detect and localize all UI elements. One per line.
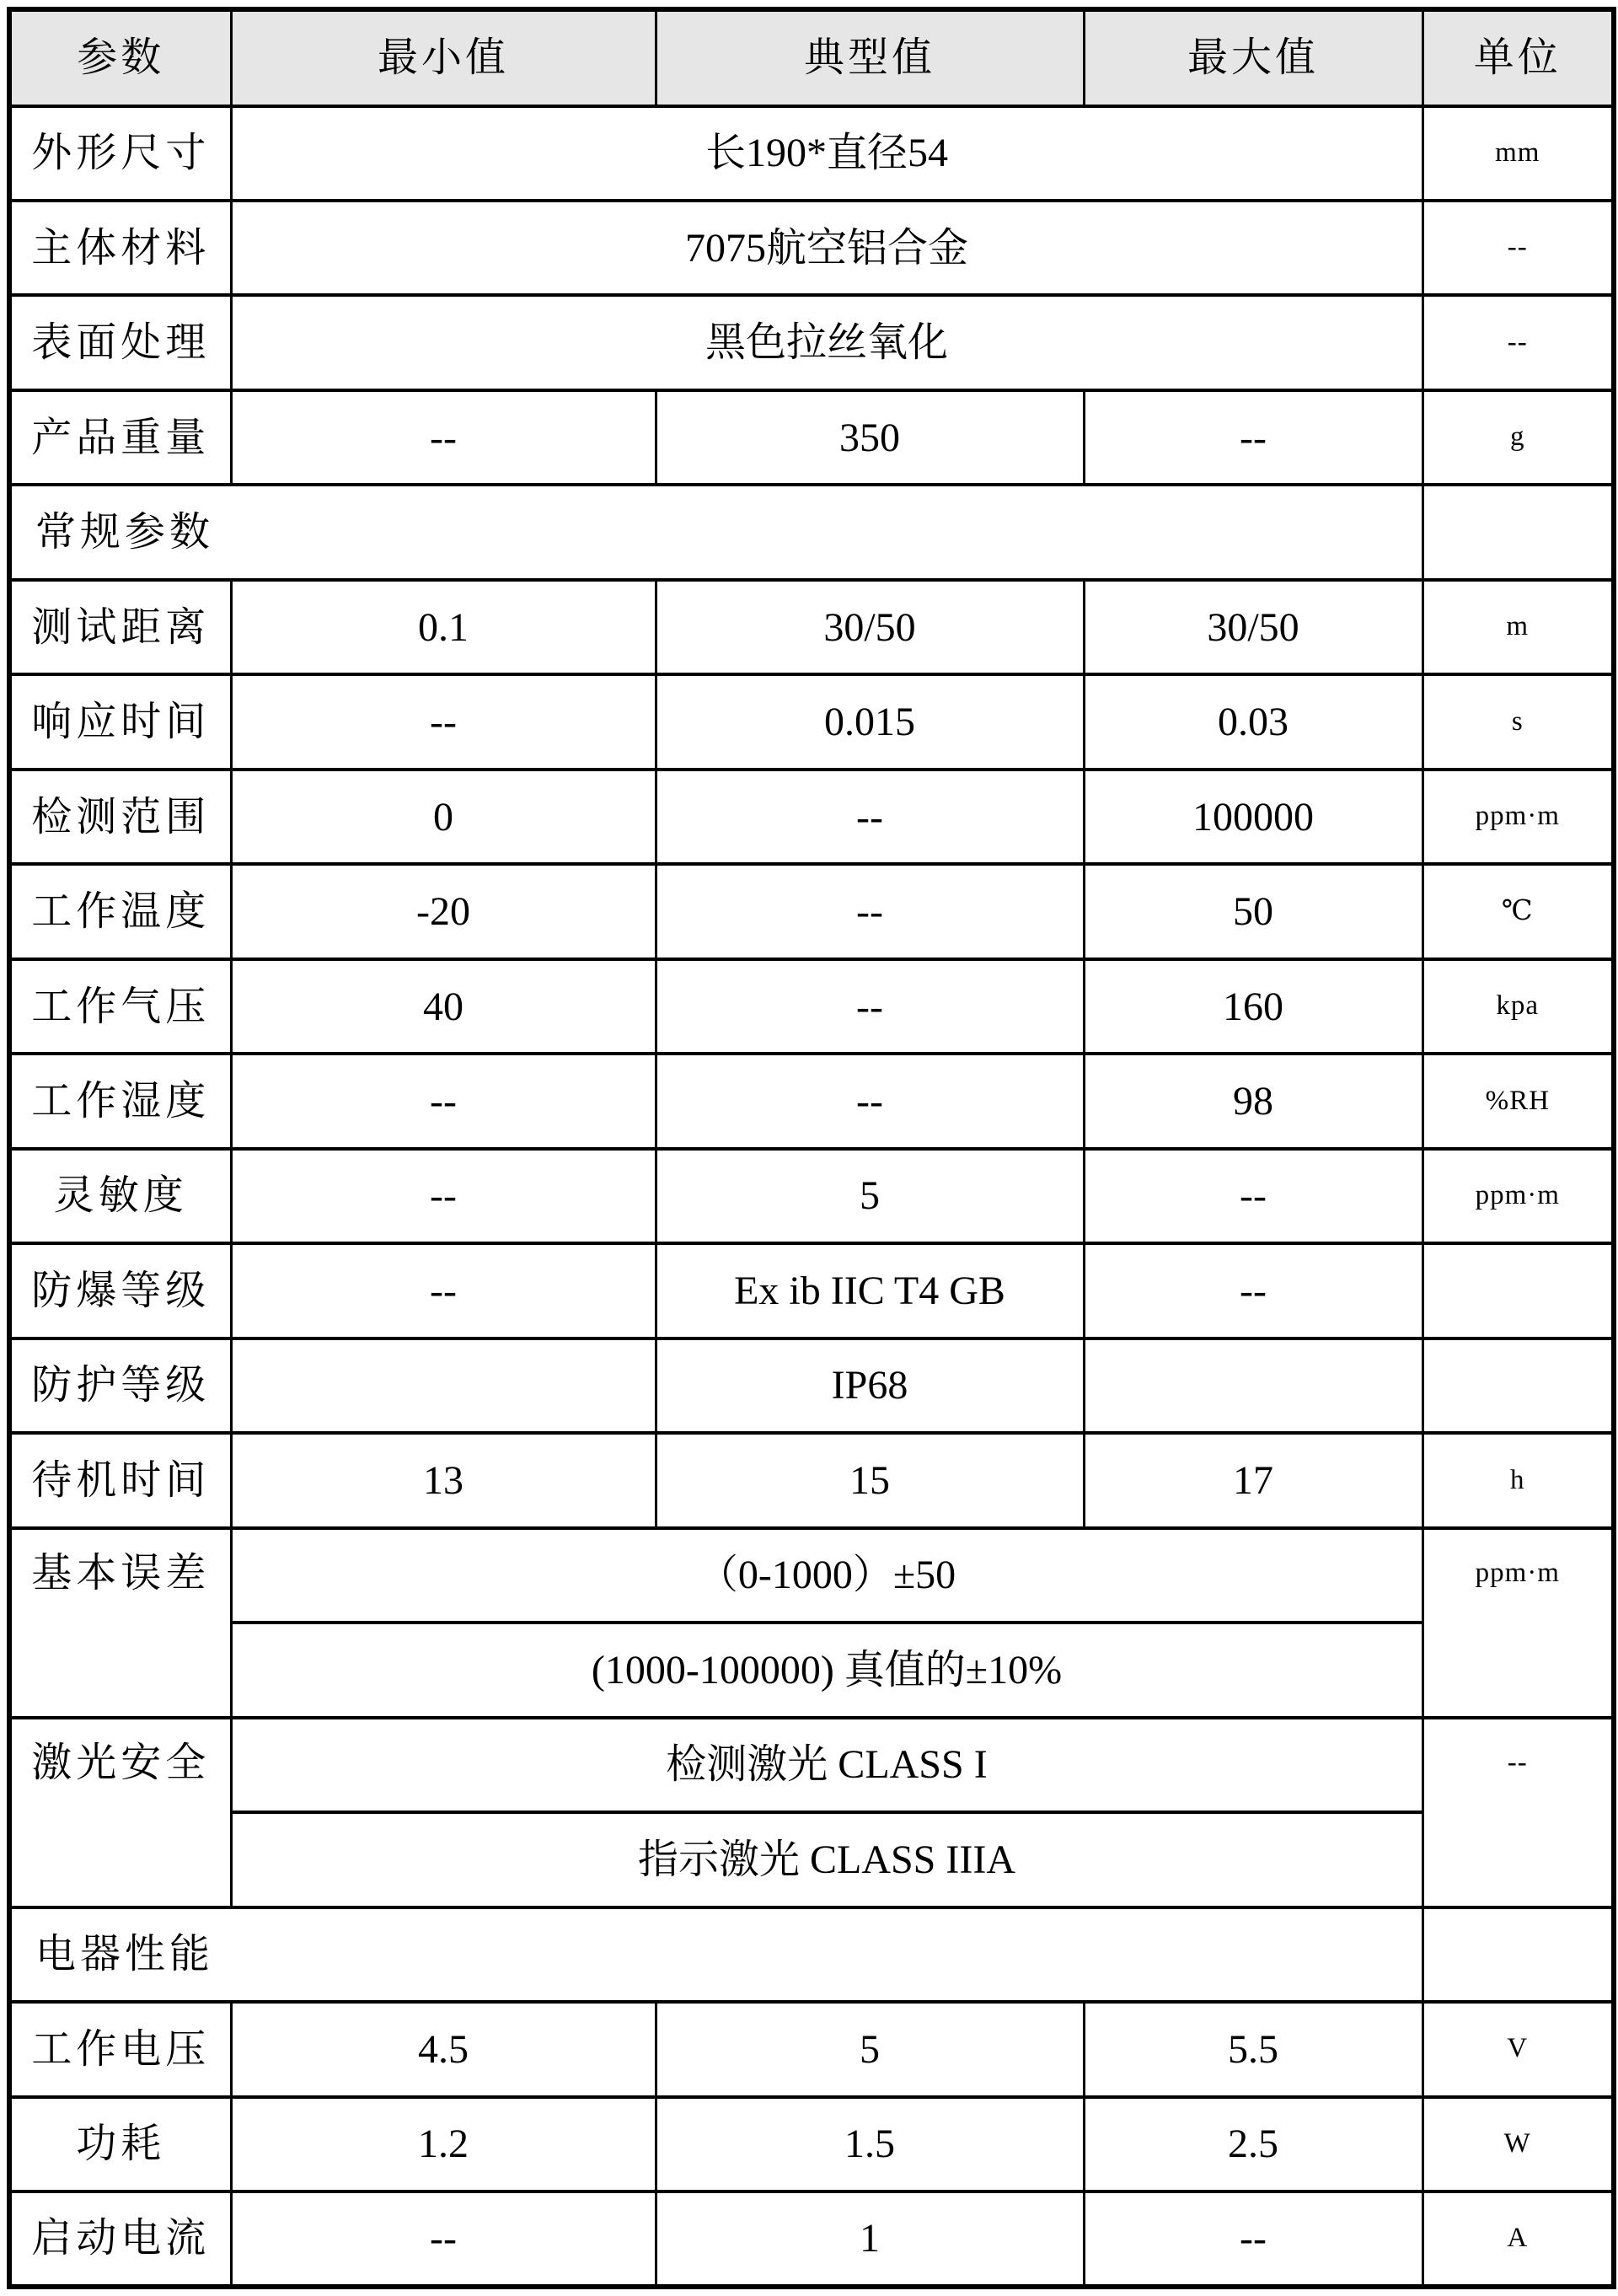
param-label: 响应时间 (9, 674, 231, 769)
min-cell: -- (231, 1243, 656, 1338)
row-response-time (9, 674, 1614, 769)
row-surface-finish (9, 295, 1614, 389)
row-operating-humidity (9, 1054, 1614, 1148)
row-material (9, 201, 1614, 295)
min-cell: -20 (231, 864, 656, 958)
unit-cell (1422, 1528, 1614, 1718)
unit-cell: W (1422, 2097, 1614, 2191)
unit-cell: s (1422, 674, 1614, 769)
max-cell: 50 (1084, 864, 1422, 958)
max-cell: -- (1084, 1243, 1422, 1338)
row-test-distance (9, 580, 1614, 674)
typical-cell: 1.5 (656, 2097, 1084, 2191)
typical-cell: 5 (656, 1149, 1084, 1243)
unit-cell-text: -- (1507, 1746, 1528, 1778)
row-explosion-proof (9, 1243, 1614, 1338)
param-label: 灵敏度 (9, 1149, 231, 1243)
unit-cell: kpa (1422, 959, 1614, 1054)
row-ingress-protection (9, 1338, 1614, 1433)
unit-cell: -- (1422, 201, 1614, 295)
max-cell: -- (1084, 2191, 1422, 2287)
typical-cell: -- (656, 864, 1084, 958)
min-cell: -- (231, 1054, 656, 1148)
value-cell: 长190*直径54 (231, 106, 1422, 201)
param-label: 测试距离 (9, 580, 231, 674)
row-laser-safety-line2 (9, 1812, 1614, 1907)
unit-cell-empty (1422, 1907, 1614, 2002)
param-label (9, 1528, 231, 1718)
row-operating-pressure (9, 959, 1614, 1054)
max-cell: 160 (1084, 959, 1422, 1054)
unit-cell: %RH (1422, 1054, 1614, 1148)
min-cell: 1.2 (231, 2097, 656, 2191)
unit-cell: ppm·m (1422, 770, 1614, 864)
row-detection-range (9, 770, 1614, 864)
typical-cell: -- (656, 959, 1084, 1054)
unit-cell: h (1422, 1433, 1614, 1527)
typical-cell: 30/50 (656, 580, 1084, 674)
header-param: 参数 (9, 9, 231, 106)
param-label: 工作湿度 (9, 1054, 231, 1148)
min-cell: -- (231, 1149, 656, 1243)
param-label: 外形尺寸 (9, 106, 231, 201)
min-cell: 0 (231, 770, 656, 864)
unit-cell: -- (1422, 295, 1614, 389)
row-standby-time (9, 1433, 1614, 1527)
typical-cell: 350 (656, 390, 1084, 485)
row-laser-safety-line1 (9, 1718, 1614, 1812)
value-cell: (1000-100000) 真值的±10% (231, 1623, 1422, 1717)
param-label-text: 激光安全 (31, 1741, 211, 1786)
typical-cell: -- (656, 770, 1084, 864)
typical-cell: 0.015 (656, 674, 1084, 769)
param-label: 表面处理 (9, 295, 231, 389)
typical-cell: 1 (656, 2191, 1084, 2287)
param-label: 启动电流 (9, 2191, 231, 2287)
unit-cell-empty (1422, 1338, 1614, 1433)
value-cell: 指示激光 CLASS IIIA (231, 1812, 1422, 1907)
max-cell: 98 (1084, 1054, 1422, 1148)
spec-table (7, 7, 1616, 2289)
min-cell: 40 (231, 959, 656, 1054)
param-label: 工作温度 (9, 864, 231, 958)
typical-cell: 5 (656, 2002, 1084, 2096)
unit-cell: A (1422, 2191, 1614, 2287)
param-label: 待机时间 (9, 1433, 231, 1527)
row-weight (9, 390, 1614, 485)
row-basic-error-line1 (9, 1528, 1614, 1623)
unit-cell: ℃ (1422, 864, 1614, 958)
row-operating-voltage (9, 2002, 1614, 2096)
max-cell: 5.5 (1084, 2002, 1422, 2096)
min-cell: 4.5 (231, 2002, 656, 2096)
row-operating-temperature (9, 864, 1614, 958)
unit-cell-empty (1422, 485, 1614, 579)
max-cell: 30/50 (1084, 580, 1422, 674)
min-cell: -- (231, 390, 656, 485)
param-label: 主体材料 (9, 201, 231, 295)
typical-cell: Ex ib IIC T4 GB (656, 1243, 1084, 1338)
max-cell: 2.5 (1084, 2097, 1422, 2191)
header-min: 最小值 (231, 9, 656, 106)
max-cell: -- (1084, 1149, 1422, 1243)
section-row-general (9, 485, 1614, 579)
unit-cell: V (1422, 2002, 1614, 2096)
value-cell: 7075航空铝合金 (231, 201, 1422, 295)
value-cell: 黑色拉丝氧化 (231, 295, 1422, 389)
max-cell: 17 (1084, 1433, 1422, 1527)
param-label-text: 基本误差 (31, 1551, 211, 1596)
max-cell: 100000 (1084, 770, 1422, 864)
max-cell-empty (1084, 1338, 1422, 1433)
param-label: 检测范围 (9, 770, 231, 864)
param-label: 产品重量 (9, 390, 231, 485)
param-label: 功耗 (9, 2097, 231, 2191)
min-cell: -- (231, 2191, 656, 2287)
value-cell: 检测激光 CLASS I (231, 1718, 1422, 1812)
section-label: 常规参数 (9, 485, 1422, 579)
typical-cell: IP68 (656, 1338, 1084, 1433)
row-sensitivity (9, 1149, 1614, 1243)
param-label: 工作气压 (9, 959, 231, 1054)
section-row-electrical (9, 1907, 1614, 2002)
min-cell-empty (231, 1338, 656, 1433)
header-typical: 典型值 (656, 9, 1084, 106)
max-cell: 0.03 (1084, 674, 1422, 769)
param-label: 防护等级 (9, 1338, 231, 1433)
unit-cell: ppm·m (1422, 1149, 1614, 1243)
max-cell: -- (1084, 390, 1422, 485)
typical-cell: -- (656, 1054, 1084, 1148)
row-startup-current (9, 2191, 1614, 2287)
unit-cell: m (1422, 580, 1614, 674)
min-cell: 0.1 (231, 580, 656, 674)
row-dimensions (9, 106, 1614, 201)
param-label: 工作电压 (9, 2002, 231, 2096)
unit-cell-text: ppm·m (1475, 1557, 1560, 1588)
unit-cell: mm (1422, 106, 1614, 201)
header-unit: 单位 (1422, 9, 1614, 106)
min-cell: 13 (231, 1433, 656, 1527)
unit-cell: g (1422, 390, 1614, 485)
param-label (9, 1718, 231, 1907)
typical-cell: 15 (656, 1433, 1084, 1527)
unit-cell-empty (1422, 1243, 1614, 1338)
row-power-consumption (9, 2097, 1614, 2191)
min-cell: -- (231, 674, 656, 769)
param-label: 防爆等级 (9, 1243, 231, 1338)
value-cell: （0-1000）±50 (231, 1528, 1422, 1623)
row-basic-error-line2 (9, 1623, 1614, 1717)
section-label: 电器性能 (9, 1907, 1422, 2002)
unit-cell (1422, 1718, 1614, 1907)
header-max: 最大值 (1084, 9, 1422, 106)
header-row (9, 9, 1614, 106)
